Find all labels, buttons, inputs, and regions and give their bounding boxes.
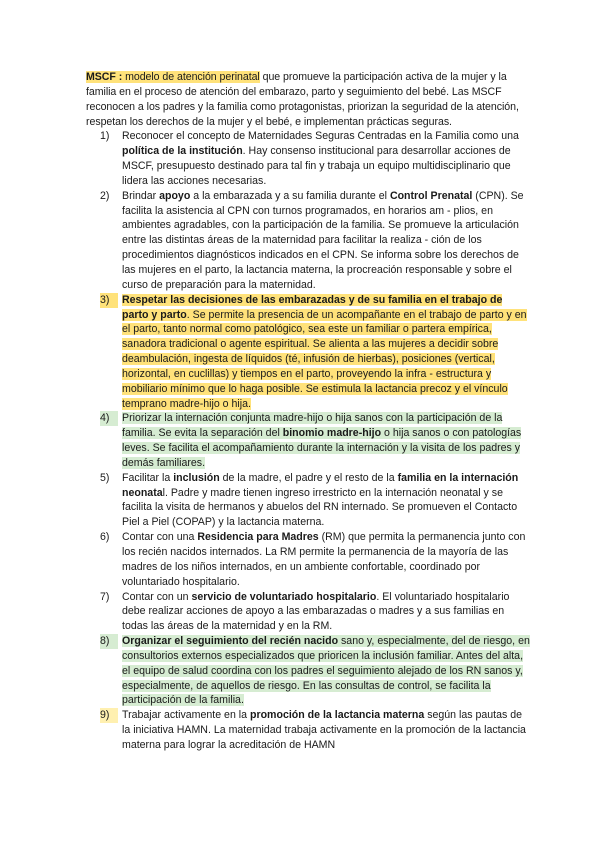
list-item-3: [86, 293, 530, 412]
item-bold: apoyo: [159, 189, 191, 202]
item-number: 6): [100, 531, 110, 544]
item-text: Priorizar la internación conjunta madre-hijo o hija sanos con la participación de la familia. Se evita la separación del: [122, 412, 503, 440]
list-item-8: [86, 634, 530, 708]
item-text: (CPN). Se facilita la asistencia al CPN con turnos programados, en horarios am - plios, en ambientes agradables, con la participación de la familia. Se promueve la articulación entre las distintas áreas de la maternidad para facilitar la realiza - ción de los procedimientos diagnósticos indicados en el CPN. Se informa sobre los derechos de las mujeres en el parto, la lactancia materna, la procreación responsable y sobre el curso de preparación para la maternidad.: [122, 189, 524, 291]
intro-term-rest: modelo de atención perinatal: [122, 71, 260, 83]
item-bold: política de la institución: [122, 145, 243, 158]
item-number: 8): [100, 634, 118, 649]
list-item-5: [86, 471, 530, 530]
item-bold: Organizar el seguimiento del recién nacido: [122, 635, 339, 648]
list-item-2: [86, 189, 530, 293]
list-item-1: [86, 129, 530, 188]
list-item-4: [86, 411, 530, 470]
item-text: . Se permite la presencia de un acompañante en el trabajo de parto y en el parto, tanto normal como patológico, sea este un familiar o partera empírica, sanadora tradicional o agente espiritual. Se alienta a las mujeres a decidir sobre deambulación, ingesta de líquidos (té, infusión de hierbas), posiciones (vertical, horizontal, en cuclillas) y tiempos en el parto, proveyendo la infra - estructura y mobiliario mínimo que lo haga posible. Se estimula la lactancia precoz y el vínculo temprano madre-hijo o hija.: [122, 308, 527, 410]
item-text: Facilitar la: [122, 471, 174, 484]
item-highlight: [122, 412, 521, 469]
item-text: . Hay consenso institucional para desarrollar acciones de MSCF, presupuesto destinado para tal fin y trabaja un equipo multidisciplinario que lidera las acciones necesarias.: [122, 145, 511, 187]
item-text: Contar con una: [122, 531, 198, 544]
item-text: sano y, especialmente, del de riesgo, en consultorios externos especializados que prioricen la inclusión familiar. Antes del alta, el equipo de salud coordina con los padres el seguimiento alejado de los RN sanos y, especialmente, de aquellos de riesgo. En las consultas de control, se facilita la participación de la familia.: [122, 635, 530, 707]
item-text: Contar con un: [122, 590, 192, 603]
item-number: 1): [100, 130, 110, 143]
item-text: . El voluntariado hospitalario debe realizar acciones de apoyo a las embarazadas o madres y a sus familias en todas las áreas de la maternidad y en la RM.: [122, 590, 510, 633]
item-bold: Control Prenatal: [389, 189, 473, 202]
item-bold: Respetar las decisiones de las embarazadas y de su familia en el trabajo de parto y parto: [122, 293, 503, 321]
item-text: según las pautas de la iniciativa HAMN. La maternidad trabaja activamente en la promoción de la lactancia materna para lograr la acreditación de HAMN: [122, 709, 526, 751]
item-bold: Residencia para Madres: [197, 531, 319, 544]
item-highlight: [122, 635, 530, 706]
intro-paragraph: [86, 70, 530, 129]
item-highlight: [122, 294, 527, 410]
item-text: Reconocer el concepto de Maternidades Seguras Centradas en la Familia como una: [122, 130, 519, 143]
item-number: 4): [100, 411, 118, 426]
item-number: 9): [100, 708, 118, 723]
item-text: de la madre, el padre y el resto de la: [219, 471, 398, 484]
list-item-6: [86, 530, 530, 589]
item-bold: familia en la internación neonata: [122, 471, 519, 499]
item-text: Brindar: [122, 189, 160, 202]
intro-term: MSCF :: [86, 71, 123, 83]
intro-highlight: [86, 71, 260, 83]
item-text: a la embarazada y a su familia durante el: [190, 189, 390, 202]
item-bold: servicio de voluntariado hospitalario: [191, 590, 377, 603]
item-number: 5): [100, 471, 110, 484]
item-text: o hija sanos o con patologías leves. Se facilita el acompañamiento durante la internación y la visita de los padres y demás familiares.: [122, 427, 522, 469]
list-item-7: [86, 590, 530, 635]
item-text: (RM) que permita la permanencia junto con los recién nacidos internados. La RM permite la permanencia de la mayoría de las madres de los niños internados, en un ambiente confortable, coordinado por voluntariado hospitalario.: [122, 531, 526, 588]
list-item-9: [86, 708, 530, 753]
principles-list: [86, 129, 530, 752]
item-text: l. Padre y madre tienen ingreso irrestricto en la internación neonatal y se facilita la visita de hermanos y abuelos del RN internado. Se promueven el Contacto Piel a Piel (COPAP) y la lactancia materna.: [122, 486, 518, 529]
item-number: 3): [100, 293, 118, 308]
item-bold: inclusión: [173, 471, 220, 484]
item-number: 2): [100, 189, 110, 202]
item-bold: binomio madre-hijo: [282, 427, 382, 440]
intro-text: que promueve la participación activa de la mujer y la familia en el proceso de atención del embarazo, parto y seguimiento del bebé. Las MSCF reconocen a los padres y la familia como protagonistas, priorizan la seguridad de la atención, respetan los derechos de la mujer y el bebé, e implementan prácticas seguras.: [86, 71, 519, 128]
item-text: Trabajar activamente en la: [122, 709, 250, 722]
item-number: 7): [100, 590, 110, 603]
item-bold: promoción de la lactancia materna: [249, 709, 425, 722]
